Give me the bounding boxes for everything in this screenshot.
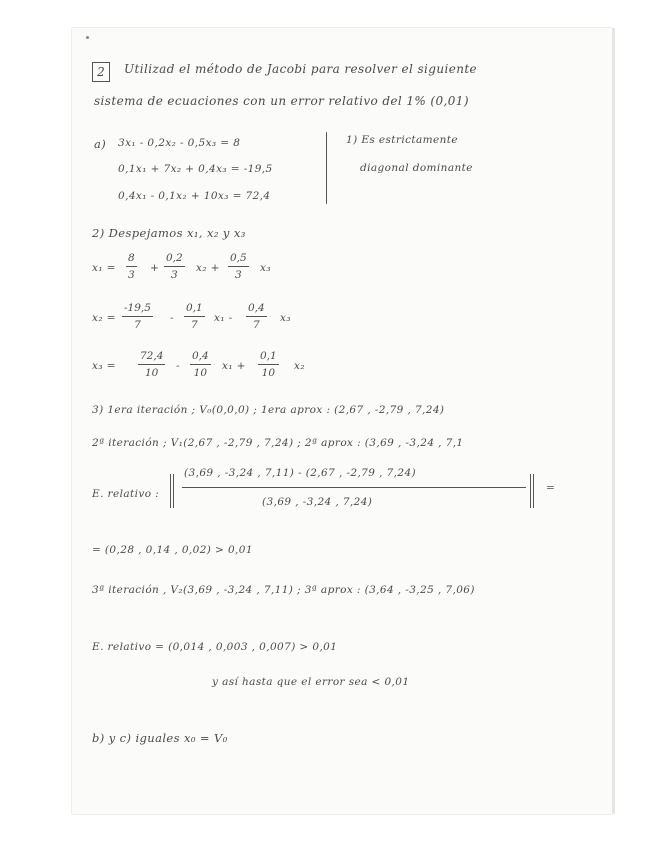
erel-label: E. relativo : xyxy=(92,488,160,500)
x3-fraction-2 xyxy=(190,350,211,379)
erel-denominator: (3,69 , -3,24 , 7,24) xyxy=(262,496,373,508)
iteration-2-line: 2ª iteración ; V₁(2,67 , -2,79 , 7,24) ; 2ª aprox : (3,69 , -3,24 , 7,1 xyxy=(92,437,464,449)
note-line-1: 1) Es estrictamente xyxy=(346,134,459,146)
x2-f3-num: 0,4 xyxy=(246,302,267,317)
header-line-2: sistema de ecuaciones con un error relativo del 1% (0,01) xyxy=(94,94,469,108)
x1-var2: x₂ + xyxy=(196,262,220,274)
norm-bar-right xyxy=(530,474,534,508)
x2-f1-num: -19,5 xyxy=(122,302,153,317)
system-brace xyxy=(326,132,327,204)
note-line-2: diagonal dominante xyxy=(360,162,473,174)
x2-f2-num: 0,1 xyxy=(184,302,205,317)
x1-f2-den: 3 xyxy=(171,269,178,281)
x1-fraction-2 xyxy=(164,252,185,281)
x1-fraction-1 xyxy=(126,252,137,281)
x2-var3: x₃ xyxy=(280,312,291,324)
part-bc-line: b) y c) iguales x₀ = V₀ xyxy=(92,731,228,745)
x2-lhs: x₂ = xyxy=(92,312,116,324)
x3-f1-den: 10 xyxy=(145,367,159,379)
x3-fraction-3 xyxy=(258,350,279,379)
problem-number-box xyxy=(92,62,110,82)
erel-2-line: E. relativo = (0,014 , 0,003 , 0,007) > 0,01 xyxy=(92,641,338,653)
until-line: y así hasta que el error sea < 0,01 xyxy=(212,676,410,688)
equation-1: 3x₁ - 0,2x₂ - 0,5x₃ = 8 xyxy=(118,137,241,149)
x2-fraction-1 xyxy=(122,302,153,331)
x1-f2-num: 0,2 xyxy=(164,252,185,267)
equation-3: 0,4x₁ - 0,1x₂ + 10x₃ = 72,4 xyxy=(118,190,271,202)
erel-result-line: = (0,28 , 0,14 , 0,02) > 0,01 xyxy=(92,544,253,556)
header-line-1: Utilizad el método de Jacobi para resolver el siguiente xyxy=(124,62,478,76)
x3-f1-num: 72,4 xyxy=(138,350,165,365)
x1-fraction-3 xyxy=(228,252,249,281)
x1-f1-den: 3 xyxy=(128,269,135,281)
x3-var2: x₁ + xyxy=(222,360,246,372)
x3-f3-num: 0,1 xyxy=(258,350,279,365)
norm-bar-left xyxy=(170,474,174,508)
x2-f1-den: 7 xyxy=(134,319,141,331)
x1-f3-den: 3 xyxy=(235,269,242,281)
x1-lhs: x₁ = xyxy=(92,262,116,274)
x2-f2-den: 7 xyxy=(191,319,198,331)
x2-fraction-2 xyxy=(184,302,205,331)
equation-2: 0,1x₁ + 7x₂ + 0,4x₃ = -19,5 xyxy=(118,163,273,175)
iteration-3-line: 3ª iteración , V₂(3,69 , -3,24 , 7,11) ; 3ª aprox : (3,64 , -3,25 , 7,06) xyxy=(92,584,475,596)
x2-fraction-3 xyxy=(246,302,267,331)
x1-op1: + xyxy=(150,262,160,274)
scan-mark xyxy=(86,36,89,39)
part-a-label: a) xyxy=(94,137,107,151)
x3-f2-den: 10 xyxy=(193,367,208,379)
x3-var3: x₂ xyxy=(294,360,305,372)
erel-fraction-line xyxy=(182,487,526,488)
x2-op1: - xyxy=(170,312,174,324)
x2-var2: x₁ - xyxy=(214,312,233,324)
erel-numerator: (3,69 , -3,24 , 7,11) - (2,67 , -2,79 , 7,24) xyxy=(184,467,417,479)
x1-f3-num: 0,5 xyxy=(228,252,249,267)
x1-var3: x₃ xyxy=(260,262,271,274)
x3-f2-num: 0,4 xyxy=(190,350,211,365)
erel-equals: = xyxy=(546,482,556,494)
step2-title: 2) Despejamos x₁, x₂ y x₃ xyxy=(92,226,246,240)
problem-number: 2 xyxy=(97,65,105,79)
x1-f1-num: 8 xyxy=(126,252,137,267)
x3-op1: - xyxy=(176,360,180,372)
x2-f3-den: 7 xyxy=(253,319,260,331)
x3-f3-den: 10 xyxy=(261,367,276,379)
x3-lhs: x₃ = xyxy=(92,360,116,372)
iteration-1-line: 3) 1era iteración ; V₀(0,0,0) ; 1era aprox : (2,67 , -2,79 , 7,24) xyxy=(92,404,445,416)
x3-fraction-1 xyxy=(138,350,165,379)
